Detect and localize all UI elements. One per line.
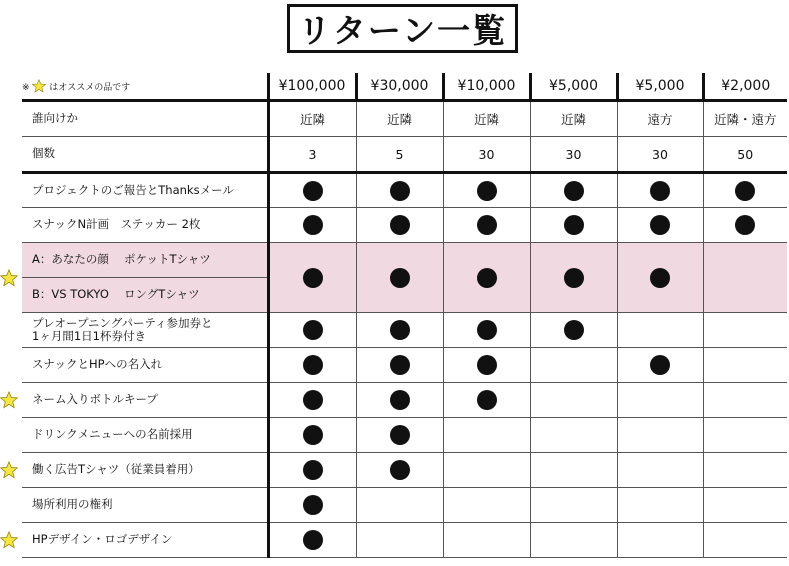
included-dot-icon: [303, 320, 323, 340]
included-dot-icon: [303, 530, 323, 550]
price-header-row: [22, 73, 787, 101]
row-label: 個数: [22, 137, 268, 173]
mark-cell: [530, 418, 617, 453]
row-label: [22, 453, 268, 488]
mark-cell: [356, 313, 443, 348]
mark-cell: [530, 313, 617, 348]
row-label: [22, 313, 268, 348]
table-row: [22, 453, 787, 488]
included-dot-icon: [303, 390, 323, 410]
mark-cell: [268, 208, 356, 243]
mark-cell: [268, 313, 356, 348]
row-label: [22, 348, 268, 383]
row-label-text: ネーム入りボトルキープ: [32, 392, 158, 407]
included-dot-icon: [303, 215, 323, 235]
mark-cell: [268, 453, 356, 488]
mark-cell: [530, 208, 617, 243]
info-row: [22, 137, 787, 173]
mark-cell: [356, 348, 443, 383]
mark-cell: [443, 453, 530, 488]
mark-cell: [703, 243, 787, 313]
mark-cell: [703, 418, 787, 453]
info-row: [22, 101, 787, 137]
mark-cell: [268, 418, 356, 453]
included-dot-icon: [650, 355, 670, 375]
mark-cell: [530, 383, 617, 418]
mark-cell: [617, 243, 703, 313]
included-dot-icon: [303, 181, 323, 201]
mark-cell: [530, 243, 617, 313]
mark-cell: [356, 173, 443, 208]
mark-cell: [356, 208, 443, 243]
included-dot-icon: [564, 181, 584, 201]
info-value: 近隣: [443, 101, 530, 137]
mark-cell: [530, 173, 617, 208]
mark-cell: [703, 208, 787, 243]
included-dot-icon: [390, 390, 410, 410]
mark-cell: [268, 383, 356, 418]
price-cell: ¥10,000: [443, 73, 530, 101]
price-cell: ¥5,000: [530, 73, 617, 101]
mark-cell: [617, 383, 703, 418]
mark-cell: [617, 418, 703, 453]
mark-cell: [443, 173, 530, 208]
star-icon: [0, 531, 18, 549]
row-label-text: ドリンクメニューへの名前採用: [32, 427, 193, 442]
mark-cell: [617, 208, 703, 243]
table-row: [22, 523, 787, 558]
included-dot-icon: [390, 268, 410, 288]
mark-cell: [443, 348, 530, 383]
included-dot-icon: [303, 355, 323, 375]
included-dot-icon: [303, 460, 323, 480]
row-label: [22, 208, 268, 243]
mark-cell: [617, 173, 703, 208]
mark-cell: [268, 523, 356, 558]
row-label: [22, 523, 268, 558]
info-value: 50: [703, 137, 787, 173]
mark-cell: [703, 453, 787, 488]
included-dot-icon: [390, 215, 410, 235]
star-icon: [0, 269, 18, 287]
table-row: [22, 243, 787, 278]
row-label-text: 1ヶ月間1日1杯券付き: [32, 329, 146, 343]
price-cell: ¥2,000: [703, 73, 787, 101]
mark-cell: [443, 383, 530, 418]
mark-cell: [443, 313, 530, 348]
row-label: 誰向けか: [22, 101, 268, 137]
info-value: 30: [617, 137, 703, 173]
info-value: 近隣: [356, 101, 443, 137]
row-label: [22, 488, 268, 523]
row-label-text: B：VS TOKYO ロングTシャツ: [32, 287, 200, 302]
included-dot-icon: [650, 268, 670, 288]
info-value: 遠方: [617, 101, 703, 137]
included-dot-icon: [650, 181, 670, 201]
mark-cell: [617, 488, 703, 523]
mark-cell: [356, 243, 443, 313]
included-dot-icon: [390, 355, 410, 375]
row-label-text: 働く広告Tシャツ（従業員着用）: [32, 462, 200, 477]
row-label: [22, 173, 268, 208]
included-dot-icon: [477, 390, 497, 410]
page-title: リターン一覧: [287, 4, 518, 53]
included-dot-icon: [564, 215, 584, 235]
row-label: [22, 383, 268, 418]
table-row: [22, 348, 787, 383]
row-label-text: 場所利用の権利: [32, 497, 113, 512]
mark-cell: [356, 418, 443, 453]
price-cell: ¥5,000: [617, 73, 703, 101]
included-dot-icon: [477, 215, 497, 235]
mark-cell: [617, 348, 703, 383]
table-row: [22, 383, 787, 418]
included-dot-icon: [650, 215, 670, 235]
mark-cell: [703, 313, 787, 348]
mark-cell: [356, 383, 443, 418]
included-dot-icon: [477, 268, 497, 288]
price-cell: ¥30,000: [356, 73, 443, 101]
mark-cell: [268, 173, 356, 208]
mark-cell: [268, 243, 356, 313]
recommend-note: [22, 73, 268, 101]
mark-cell: [530, 453, 617, 488]
table-row: [22, 488, 787, 523]
mark-cell: [703, 383, 787, 418]
included-dot-icon: [477, 320, 497, 340]
mark-cell: [443, 243, 530, 313]
included-dot-icon: [303, 425, 323, 445]
mark-cell: [268, 348, 356, 383]
included-dot-icon: [303, 495, 323, 515]
mark-cell: [617, 313, 703, 348]
included-dot-icon: [390, 320, 410, 340]
included-dot-icon: [390, 460, 410, 480]
mark-cell: [617, 523, 703, 558]
mark-cell: [443, 488, 530, 523]
included-dot-icon: [390, 181, 410, 201]
mark-cell: [443, 208, 530, 243]
included-dot-icon: [477, 181, 497, 201]
row-label-text: HPデザイン・ロゴデザイン: [32, 532, 173, 547]
price-cell: ¥100,000: [268, 73, 356, 101]
mark-cell: [530, 348, 617, 383]
row-label-text: A：あなたの顔 ポケットTシャツ: [32, 252, 211, 267]
info-value: 近隣・遠方: [703, 101, 787, 137]
row-label: [22, 418, 268, 453]
row-label: [22, 278, 268, 313]
mark-cell: [443, 418, 530, 453]
mark-cell: [268, 488, 356, 523]
included-dot-icon: [735, 181, 755, 201]
star-icon: [32, 79, 46, 93]
star-icon: [0, 391, 18, 409]
mark-cell: [356, 488, 443, 523]
returns-table: [22, 73, 787, 558]
mark-cell: [356, 523, 443, 558]
info-value: 30: [443, 137, 530, 173]
row-label-text: スナックN計画 ステッカー 2枚: [32, 217, 201, 232]
table-row: [22, 173, 787, 208]
info-value: 5: [356, 137, 443, 173]
included-dot-icon: [564, 268, 584, 288]
mark-cell: [617, 453, 703, 488]
mark-cell: [530, 523, 617, 558]
table-row: [22, 208, 787, 243]
mark-cell: [703, 173, 787, 208]
row-label-text: プロジェクトのご報告とThanksメール: [32, 182, 234, 197]
info-value: 3: [268, 137, 356, 173]
row-label: [22, 243, 268, 278]
note-text: はオススメの品です: [49, 83, 131, 93]
row-label-text: プレオープニングパーティ参加券と: [32, 315, 213, 330]
included-dot-icon: [390, 425, 410, 445]
included-dot-icon: [735, 215, 755, 235]
mark-cell: [703, 488, 787, 523]
info-value: 近隣: [268, 101, 356, 137]
mark-cell: [703, 523, 787, 558]
mark-cell: [443, 523, 530, 558]
included-dot-icon: [303, 268, 323, 288]
note-prefix: ※: [22, 83, 30, 93]
included-dot-icon: [477, 355, 497, 375]
mark-cell: [703, 348, 787, 383]
star-icon: [0, 461, 18, 479]
mark-cell: [356, 453, 443, 488]
table-row: [22, 418, 787, 453]
info-value: 30: [530, 137, 617, 173]
table-row: [22, 313, 787, 348]
info-value: 近隣: [530, 101, 617, 137]
included-dot-icon: [564, 320, 584, 340]
row-label-text: スナックとHPへの名入れ: [32, 357, 163, 372]
mark-cell: [530, 488, 617, 523]
